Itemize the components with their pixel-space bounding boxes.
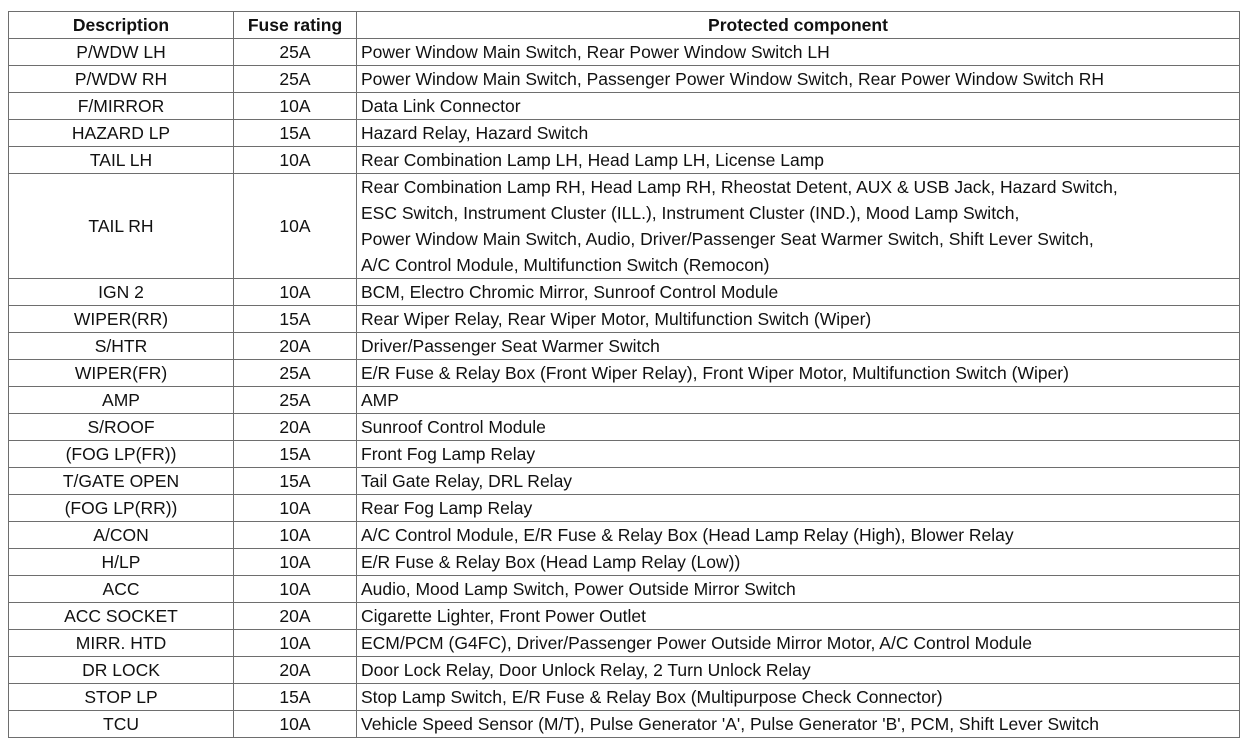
protected-component-cell <box>357 279 1240 306</box>
table-row <box>9 684 1240 711</box>
table-row <box>9 495 1240 522</box>
fuse-description-cell: S/ROOF <box>9 414 234 441</box>
protected-component-cell <box>357 147 1240 174</box>
protected-component-cell <box>357 603 1240 630</box>
protected-component-line: Driver/Passenger Seat Warmer Switch <box>361 336 660 356</box>
protected-component-cell <box>357 174 1240 279</box>
header-protected-component: Protected component <box>357 12 1240 39</box>
protected-component-line: Rear Combination Lamp RH, Head Lamp RH, Rheostat Detent, AUX & USB Jack, Hazard Switch, <box>361 177 1118 197</box>
table-body <box>9 39 1240 738</box>
fuse-rating-cell: 10A <box>234 711 357 738</box>
fuse-rating-cell: 25A <box>234 39 357 66</box>
protected-component-cell <box>357 657 1240 684</box>
table-row <box>9 360 1240 387</box>
fuse-rating-cell: 10A <box>234 174 357 279</box>
fuse-rating-cell: 10A <box>234 147 357 174</box>
fuse-description-cell: F/MIRROR <box>9 93 234 120</box>
fuse-description-cell: ACC SOCKET <box>9 603 234 630</box>
table-row <box>9 549 1240 576</box>
table-row <box>9 468 1240 495</box>
table-row <box>9 66 1240 93</box>
fuse-rating-cell: 10A <box>234 93 357 120</box>
protected-component-line: E/R Fuse & Relay Box (Front Wiper Relay), Front Wiper Motor, Multifunction Switch (Wiper) <box>361 363 1069 383</box>
fuse-description-cell: ACC <box>9 576 234 603</box>
table-row <box>9 711 1240 738</box>
fuse-rating-cell: 25A <box>234 360 357 387</box>
fuse-rating-cell: 10A <box>234 630 357 657</box>
header-fuse-rating: Fuse rating <box>234 12 357 39</box>
protected-component-line: Door Lock Relay, Door Unlock Relay, 2 Turn Unlock Relay <box>361 660 811 680</box>
protected-component-cell <box>357 522 1240 549</box>
protected-component-cell <box>357 360 1240 387</box>
table-row <box>9 147 1240 174</box>
fuse-rating-cell: 20A <box>234 657 357 684</box>
protected-component-line: Tail Gate Relay, DRL Relay <box>361 471 573 491</box>
protected-component-cell <box>357 630 1240 657</box>
protected-component-line: E/R Fuse & Relay Box (Head Lamp Relay (Low)) <box>361 552 741 572</box>
protected-component-line: Data Link Connector <box>361 96 521 116</box>
table-row <box>9 522 1240 549</box>
table-row <box>9 576 1240 603</box>
fuse-description-cell: TAIL LH <box>9 147 234 174</box>
protected-component-line: ECM/PCM (G4FC), Driver/Passenger Power Outside Mirror Motor, A/C Control Module <box>361 633 1033 653</box>
table-row <box>9 387 1240 414</box>
table-row <box>9 414 1240 441</box>
fuse-rating-cell: 10A <box>234 576 357 603</box>
table-header-row <box>9 12 1240 39</box>
protected-component-cell <box>357 495 1240 522</box>
protected-component-cell <box>357 711 1240 738</box>
fuse-description-cell: P/WDW RH <box>9 66 234 93</box>
protected-component-line: Rear Fog Lamp Relay <box>361 498 533 518</box>
fuse-description-cell: TCU <box>9 711 234 738</box>
table-row <box>9 306 1240 333</box>
fuse-rating-cell: 15A <box>234 468 357 495</box>
table-row <box>9 93 1240 120</box>
fuse-table <box>8 11 1240 738</box>
fuse-rating-cell: 10A <box>234 279 357 306</box>
protected-component-line: Rear Combination Lamp LH, Head Lamp LH, License Lamp <box>361 150 825 170</box>
protected-component-cell <box>357 333 1240 360</box>
fuse-description-cell: HAZARD LP <box>9 120 234 147</box>
protected-component-line: Hazard Relay, Hazard Switch <box>361 123 589 143</box>
protected-component-cell <box>357 93 1240 120</box>
protected-component-line: Vehicle Speed Sensor (M/T), Pulse Generator 'A', Pulse Generator 'B', PCM, Shift Lever Switch <box>361 714 1099 734</box>
protected-component-cell <box>357 120 1240 147</box>
protected-component-line: ESC Switch, Instrument Cluster (ILL.), Instrument Cluster (IND.), Mood Lamp Switch, <box>361 203 1020 223</box>
protected-component-cell <box>357 66 1240 93</box>
table-row <box>9 630 1240 657</box>
fuse-rating-cell: 10A <box>234 495 357 522</box>
fuse-rating-cell: 20A <box>234 603 357 630</box>
table-row <box>9 120 1240 147</box>
protected-component-line: Audio, Mood Lamp Switch, Power Outside Mirror Switch <box>361 579 796 599</box>
fuse-rating-cell: 20A <box>234 333 357 360</box>
protected-component-cell <box>357 549 1240 576</box>
fuse-description-cell: WIPER(FR) <box>9 360 234 387</box>
fuse-description-cell: DR LOCK <box>9 657 234 684</box>
protected-component-cell <box>357 306 1240 333</box>
fuse-description-cell: P/WDW LH <box>9 39 234 66</box>
fuse-rating-cell: 10A <box>234 522 357 549</box>
table-row <box>9 39 1240 66</box>
protected-component-line: Power Window Main Switch, Passenger Power Window Switch, Rear Power Window Switch RH <box>361 69 1105 89</box>
protected-component-line: Cigarette Lighter, Front Power Outlet <box>361 606 646 626</box>
fuse-rating-cell: 15A <box>234 120 357 147</box>
table-row <box>9 657 1240 684</box>
protected-component-cell <box>357 684 1240 711</box>
fuse-rating-cell: 25A <box>234 387 357 414</box>
protected-component-cell <box>357 576 1240 603</box>
table-row <box>9 279 1240 306</box>
protected-component-line: Power Window Main Switch, Audio, Driver/Passenger Seat Warmer Switch, Shift Lever Switch, <box>361 229 1094 249</box>
fuse-description-cell: A/CON <box>9 522 234 549</box>
fuse-description-cell: S/HTR <box>9 333 234 360</box>
fuse-description-cell: IGN 2 <box>9 279 234 306</box>
table-row <box>9 333 1240 360</box>
protected-component-cell <box>357 468 1240 495</box>
fuse-rating-cell: 15A <box>234 306 357 333</box>
protected-component-cell <box>357 414 1240 441</box>
fuse-description-cell: WIPER(RR) <box>9 306 234 333</box>
header-description: Description <box>9 12 234 39</box>
protected-component-cell <box>357 441 1240 468</box>
fuse-rating-cell: 20A <box>234 414 357 441</box>
fuse-description-cell: TAIL RH <box>9 174 234 279</box>
protected-component-line: A/C Control Module, Multifunction Switch (Remocon) <box>361 255 770 275</box>
fuse-description-cell: (FOG LP(RR)) <box>9 495 234 522</box>
fuse-rating-cell: 15A <box>234 441 357 468</box>
table-row <box>9 603 1240 630</box>
fuse-description-cell: (FOG LP(FR)) <box>9 441 234 468</box>
table-row <box>9 441 1240 468</box>
fuse-description-cell: H/LP <box>9 549 234 576</box>
fuse-description-cell: AMP <box>9 387 234 414</box>
fuse-description-cell: STOP LP <box>9 684 234 711</box>
protected-component-cell <box>357 39 1240 66</box>
protected-component-line: BCM, Electro Chromic Mirror, Sunroof Control Module <box>361 282 779 302</box>
protected-component-line: Sunroof Control Module <box>361 417 546 437</box>
table-row <box>9 174 1240 279</box>
fuse-rating-cell: 10A <box>234 549 357 576</box>
fuse-rating-cell: 15A <box>234 684 357 711</box>
protected-component-line: AMP <box>361 390 399 410</box>
protected-component-line: Front Fog Lamp Relay <box>361 444 536 464</box>
fuse-description-cell: T/GATE OPEN <box>9 468 234 495</box>
protected-component-line: Stop Lamp Switch, E/R Fuse & Relay Box (Multipurpose Check Connector) <box>361 687 943 707</box>
protected-component-line: Rear Wiper Relay, Rear Wiper Motor, Multifunction Switch (Wiper) <box>361 309 872 329</box>
protected-component-cell <box>357 387 1240 414</box>
protected-component-line: A/C Control Module, E/R Fuse & Relay Box (Head Lamp Relay (High), Blower Relay <box>361 525 1014 545</box>
protected-component-line: Power Window Main Switch, Rear Power Window Switch LH <box>361 42 830 62</box>
fuse-rating-cell: 25A <box>234 66 357 93</box>
fuse-description-cell: MIRR. HTD <box>9 630 234 657</box>
